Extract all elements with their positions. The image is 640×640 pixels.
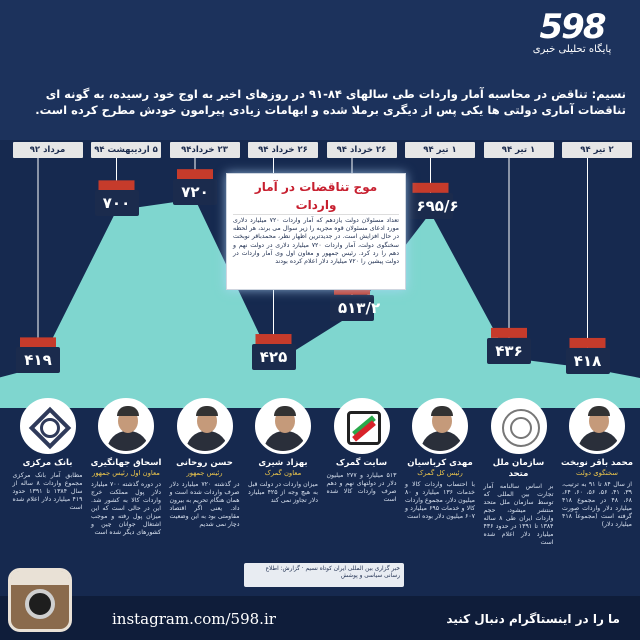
date-tab: مرداد ۹۲: [13, 142, 83, 158]
person-card: [246, 398, 320, 505]
info-box-body: تعداد مسئولان دولت یازدهم که آمار واردات ۷۲۰ میلیارد دلاری مورد ادعای مسئولان قوه مجریه را زیر سوال می برند، هر لحظه در حال افزایش است. در جدیدترین اظهار نظر، محمدباقر نوبخت سخنگوی دولت، آمار واردات ۷۲۰ میلیارد دلاری در دولت نهم و دهم را رد کرد. رئیس جمهور و معاون اول وی آمار واردات در دولت پیشین را ۷۲۰ میلیارد دلار اعلام کرده بودند: [233, 217, 399, 266]
person-statement: بر اساس سالنامه آمار تجارت بین المللی که توسط سازمان ملل متحد منتشر میشود، حجم واردات ایران طی ۸ ساله ۱۳۸۴ تا ۱۳۹۱ در حدود ۴۳۶ میلیارد دلار اعلام شده است: [483, 483, 554, 546]
date-tab: ۱ تیر ۹۴: [484, 142, 554, 158]
date-tab: ۲۳ خرداد۹۴: [170, 142, 240, 158]
person-name: بانک مرکزی: [22, 458, 73, 468]
value-badge: ۴۱۸: [566, 348, 610, 374]
follow-text: ما را در اینستاگرام دنبال کنید: [446, 612, 620, 626]
source-note: خبر گزاری بین المللی ایران کوتاه نسیم · گزارش: اطلاع رسانی سیاسی و پوشش: [244, 563, 404, 587]
value-badge: ۴۳۶: [487, 338, 531, 364]
un-logo-icon: [491, 398, 547, 454]
person-name: بهزاد شیری: [258, 458, 308, 468]
person-statement: با احتساب واردات کالا و خدمات ۱۳۶ میلیارد و ۸۰ میلیون دلار، مجموع واردات کالا و خدمات ۶۹۵ میلیارد و ۶۰۷ میلیون دلار بوده است: [405, 481, 475, 520]
avatar: [98, 398, 154, 454]
value-badge: ۶۹۵/۶: [409, 193, 453, 219]
person-statement: در دوره گذشته ۷۰۰ میلیارد دلار پول مملکت خرج واردات کالا به کشور شد. این در حالی است که این میزان پول رفته و موجب اشتغال جوانان چین و کشورهای دیگر شده است: [91, 481, 161, 536]
person-statement: میزان واردات در دولت قبل به هیچ وجه از ۴۲۵ میلیارد دلار تجاوز نمی کند: [248, 481, 318, 504]
person-card: [325, 398, 399, 504]
date-tab: ۱ تیر ۹۴: [405, 142, 475, 158]
value-badge: ۷۰۰: [95, 190, 139, 216]
cargo-icon: [99, 180, 135, 190]
person-role: معاون اول رئیس جمهور: [92, 469, 160, 477]
cargo-icon: [256, 334, 292, 344]
cargo-icon: [413, 183, 449, 193]
avatar: [177, 398, 233, 454]
cargo-icon: [491, 328, 527, 338]
person-name: سازمان ملل متحد: [492, 458, 545, 479]
value-badge: ۴۲۵: [252, 344, 296, 370]
person-statement: در گذشته ۷۲۰ میلیارد دلار صرف واردات شده است و همان هنگام تحریم به بیرون داد. یعنی اگر اقتصاد مقاومتی بود به این وضعیت دچار نمی شدیم: [169, 481, 240, 528]
headline: نسیم: تناقض در محاسبه آمار واردات طی سالهای ۸۴-۹۱ در روزهای اخیر به اوج خود رسیده، به گونه ای تناقضات آماری دولتی ها یکی پس از دیگری برملا شده و ابهامات زیادی پیرامون خودش مطرح کرده است.: [35, 87, 626, 117]
person-role: معاون گمرک: [264, 469, 302, 477]
info-box-title: موج تناقضات در آمار واردات: [233, 178, 399, 215]
instagram-url[interactable]: instagram.com/598.ir: [112, 610, 276, 628]
cargo-icon: [177, 169, 213, 179]
person-name: محمد باقر نوبخت: [561, 458, 633, 468]
person-card: [11, 398, 85, 512]
cargo-icon: [20, 337, 56, 347]
avatar: [255, 398, 311, 454]
person-statement: ۵۱۳ میلیارد و ۲۷۷ میلیون دلار در دولتهای نهم و دهم صرف واردات کالا شده است: [326, 472, 397, 503]
site-logo[interactable]: [522, 7, 622, 64]
customs-logo-icon: [334, 398, 390, 454]
person-role: سخنگوی دولت: [576, 469, 618, 477]
person-role: رئیس جمهور: [186, 469, 223, 477]
person-name: سایت گمرک: [335, 458, 388, 468]
date-tab: ۲ تیر ۹۴: [562, 142, 632, 158]
logo-subtitle: پایگاه تحلیلی خبری: [532, 44, 612, 55]
value-badge: ۵۱۳/۲: [330, 295, 374, 321]
date-ribbons: [8, 142, 632, 158]
date-tab: ۲۶ خرداد ۹۴: [248, 142, 318, 158]
date-tab: ۲۶ خرداد ۹۴: [327, 142, 397, 158]
person-statement: از سال ۸۴ تا ۹۱ به ترتیب، ۳۹، ۴۱، ۵۶، ۵۶، ۶۰، ۶۴، ۶۸، ۴۸ در مجموع ۴۱۸ میلیارد دلار واردات صورت گرفته است (مجموعاً ۴۱۸ میلیارد دلار): [562, 481, 632, 528]
avatar: [569, 398, 625, 454]
person-card: [168, 398, 242, 529]
person-card: [482, 398, 556, 547]
cargo-icon: [570, 338, 606, 348]
person-card: [403, 398, 477, 521]
value-badge: ۴۱۹: [16, 347, 60, 373]
person-role: رئیس کل گمرک: [417, 469, 463, 477]
camera-lens-icon: [25, 589, 55, 619]
central-bank-logo-icon: [20, 398, 76, 454]
avatar: [412, 398, 468, 454]
person-name: حسن روحانی: [176, 458, 233, 468]
logo-number: 598: [539, 7, 605, 47]
value-badge: ۷۲۰: [173, 179, 217, 205]
info-box: [226, 173, 406, 290]
person-name: مهدی کرباسیان: [407, 458, 473, 468]
person-card: [560, 398, 634, 529]
date-tab: ۵ اردیبهشت ۹۴: [91, 142, 161, 158]
person-name: اسحاق جهانگیری: [90, 458, 162, 468]
person-card: [89, 398, 163, 537]
people-row: [0, 398, 640, 568]
person-statement: مطابق آمار بانک مرکزی مجموع واردات ۸ ساله از سال ۱۳۸۴ تا ۱۳۹۱ حدود ۴۱۹ میلیارد دلار اعلام شده است: [12, 472, 83, 511]
instagram-icon[interactable]: [8, 568, 72, 632]
